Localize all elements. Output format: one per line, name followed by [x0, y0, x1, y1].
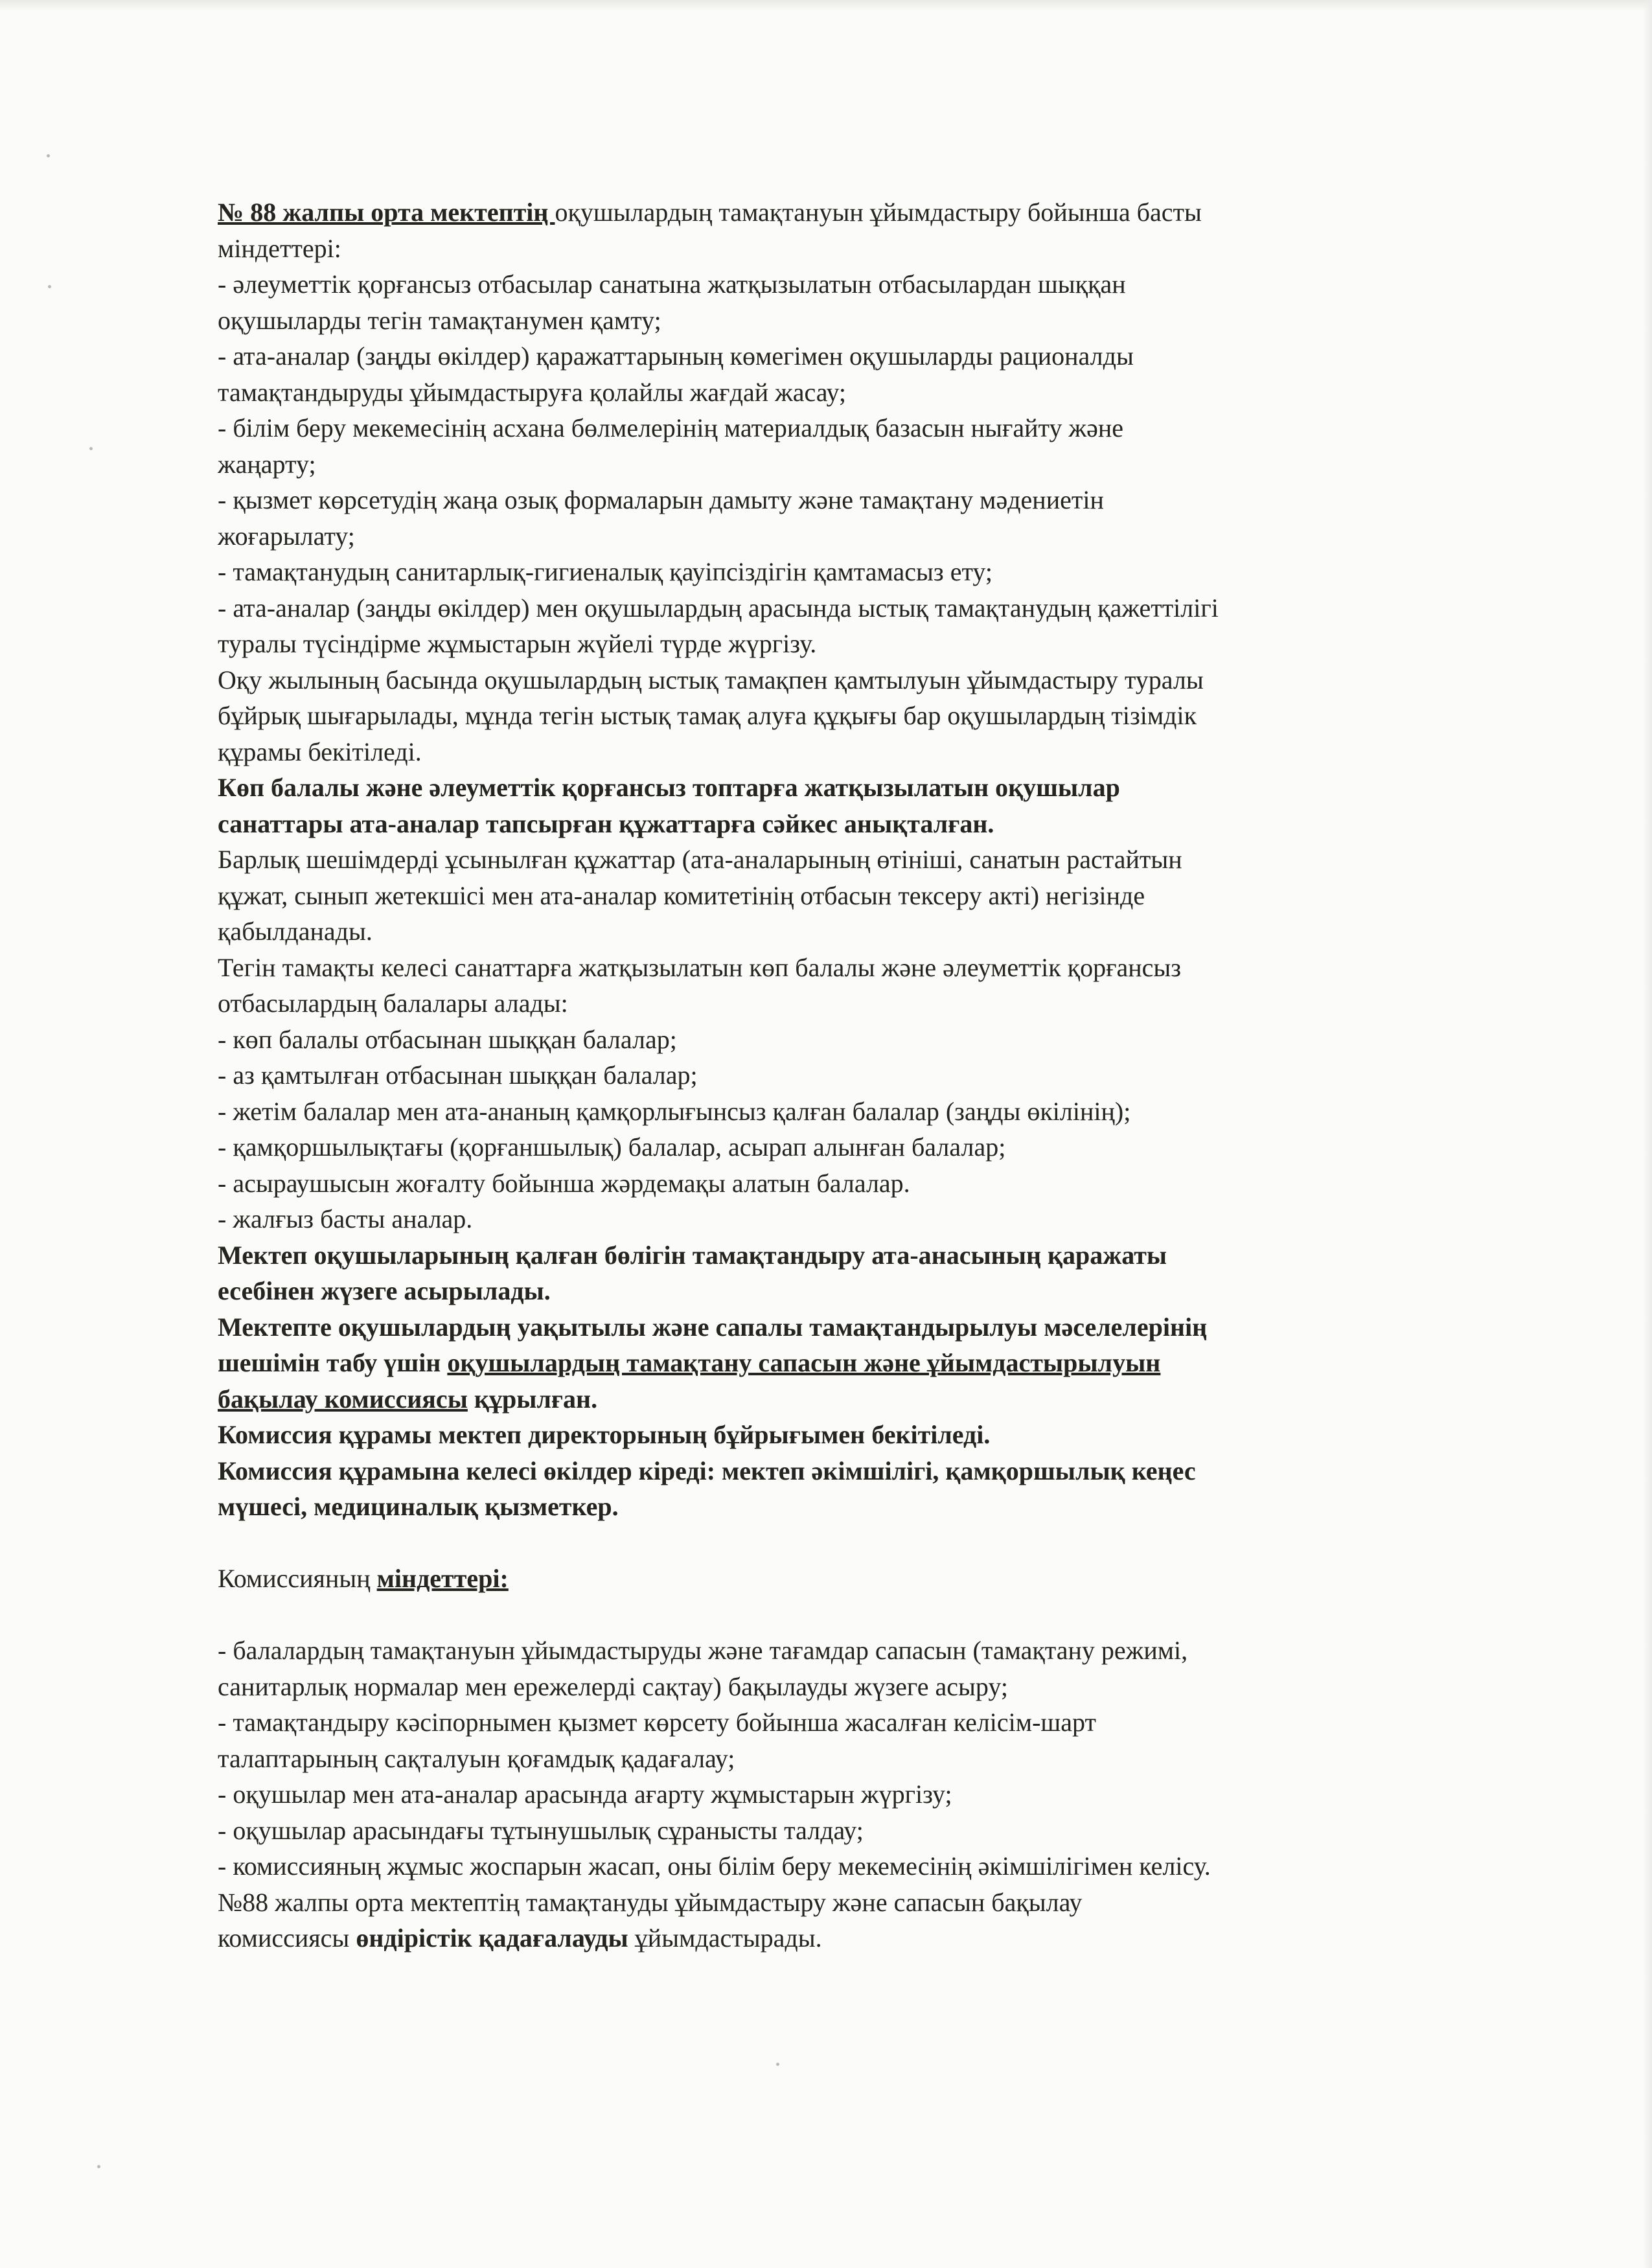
- text-line: - білім беру мекемесінің асхана бөлмелерінің материалдық базасын нығайту және: [218, 413, 1124, 442]
- commission-name-underlined: оқушылардың тамақтану сапасын және ұйымдастырылуын: [447, 1348, 1161, 1377]
- intro-block: [218, 231, 1487, 770]
- list-item: - көп балалы отбасынан шыққан балалар;: [218, 1024, 677, 1054]
- list-item: санитарлық нормалар мен ережелерді сақтау) бақылауды жүзеге асыру;: [218, 1671, 1008, 1701]
- list-item: - балалардың тамақтануын ұйымдастыруды және тағамдар сапасын (тамақтану режимі,: [218, 1636, 1188, 1665]
- text-line: - тамақтанудың санитарлық-гигиеналық қауіпсіздігін қамтамасыз ету;: [218, 557, 993, 586]
- bold-line: санаттары ата-аналар тапсырған құжаттарға сәйкес анықталған.: [218, 808, 994, 838]
- text-line: Тегін тамақты келесі санаттарға жатқызылатын көп балалы және әлеуметтік қорғансыз: [218, 952, 1182, 982]
- bold-line: Мектеп оқушыларының қалған бөлігін тамақтандыру ата-анасының қаражаты: [218, 1240, 1167, 1270]
- list-item: - жалғыз басты аналар.: [218, 1204, 473, 1233]
- scan-speck: [48, 285, 51, 288]
- bold-line: Комиссия құрамына келесі өкілдер кіреді: мектеп әкімшілігі, қамқоршылық кеңес: [218, 1456, 1196, 1485]
- text-line: Оқу жылының басында оқушылардың ыстық тамақпен қамтылуын ұйымдастыру туралы: [218, 665, 1204, 694]
- list-item: - комиссияның жұмыс жоспарын жасап, оны білім беру мекемесінің әкімшілігімен келісу.: [218, 1851, 1211, 1881]
- scan-speck: [47, 154, 50, 157]
- text-line: - әлеуметтік қорғансыз отбасылар санатына жатқызылатын отбасылардан шыққан: [218, 269, 1126, 299]
- bold-line: мүшесі, медициналық қызметкер.: [218, 1492, 619, 1521]
- bold-line: Көп балалы және әлеуметтік қорғансыз топтарға жатқызылатын оқушылар: [218, 773, 1120, 802]
- tasks-list: [218, 1632, 1487, 1884]
- closing-bold-text: өндірістік қадағалауды: [356, 1923, 628, 1953]
- text-line: оқушыларды тегін тамақтанумен қамту;: [218, 305, 661, 335]
- bold-text: құрылған.: [467, 1384, 598, 1414]
- parents-funding-block: [218, 1237, 1487, 1309]
- text-line: тамақтандыруды ұйымдастыруға қолайлы жағдай жасау;: [218, 377, 847, 407]
- closing-text: ұйымдастырады.: [628, 1923, 822, 1953]
- commission-composition-block: [218, 1417, 1487, 1525]
- list-item: - жетім балалар мен ата-ананың қамқорлығынсыз қалған балалар (заңды өкілінің);: [218, 1096, 1131, 1126]
- categories-bold-block: [218, 770, 1487, 842]
- text-line: - ата-аналар (заңды өкілдер) мен оқушылардың арасында ыстық тамақтанудың қажеттілігі: [218, 593, 1219, 623]
- closing-block: [218, 1884, 1487, 1956]
- bold-line: Комиссия құрамы мектеп директорының бұйрығымен бекітіледі.: [218, 1420, 991, 1449]
- bold-line: есебінен жүзеге асырылады.: [218, 1276, 551, 1305]
- list-item: - қамқоршылықтағы (қорғаншылық) балалар, асырап алынған балалар;: [218, 1132, 1006, 1162]
- bold-line: Мектепте оқушылардың уақытылы және сапалы тамақтандырылуы мәселелерінің: [218, 1312, 1208, 1342]
- list-item: - оқушылар арасындағы тұтынушылық сұранысты талдау;: [218, 1815, 864, 1845]
- scan-speck: [89, 447, 93, 450]
- document-title-line: [218, 194, 1487, 231]
- text-line: туралы түсіндірме жұмыстарын жүйелі түрде жүргізу.: [218, 629, 817, 658]
- spacer: [218, 1525, 1487, 1561]
- scan-speck: [776, 2063, 779, 2066]
- scan-edge-right: [1643, 0, 1652, 2268]
- commission-created-block: [218, 1309, 1487, 1417]
- school-label: № 88 жалпы орта мектептің: [218, 198, 555, 227]
- list-item: талаптарының сақталуын қоғамдық қадағалау;: [218, 1743, 735, 1773]
- bold-text: шешімін табу үшін: [218, 1348, 448, 1377]
- text-line: жаңарту;: [218, 449, 316, 479]
- text-line: - ата-аналар (заңды өкілдер) қаражаттарының көмегімен оқушыларды рационалды: [218, 341, 1134, 371]
- tasks-heading-prefix: Комиссияның: [218, 1564, 377, 1593]
- text-line: - қызмет көрсетудің жаңа озық формаларын дамыту және тамақтану мәдениетін: [218, 485, 1104, 514]
- text-line: [218, 1920, 1487, 1956]
- text-line: қабылданады.: [218, 917, 373, 946]
- tasks-heading-underlined: міндеттері:: [376, 1564, 509, 1593]
- text-line: құрамы бекітіледі.: [218, 737, 422, 766]
- tasks-heading: [218, 1561, 1487, 1597]
- commission-name-underlined: бақылау комиссиясы: [218, 1384, 468, 1414]
- bold-line: [218, 1345, 1487, 1381]
- scan-edge-top: [0, 0, 1652, 12]
- spacer: [218, 1597, 1487, 1633]
- text-line: Барлық шешімдерді ұсынылған құжаттар (ата-аналарының өтініші, санатын растайтын: [218, 845, 1182, 874]
- decisions-block: [218, 842, 1487, 1237]
- text-line: құжат, сынып жетекшісі мен ата-аналар комитетінің отбасын тексеру акті) негізінде: [218, 880, 1145, 910]
- text-line: бұйрық шығарылады, мұнда тегін ыстық тамақ алуға құқығы бар оқушылардың тізімдік: [218, 701, 1197, 730]
- list-item: - асыраушысын жоғалту бойынша жәрдемақы алатын балалар.: [218, 1168, 910, 1198]
- text-line: №88 жалпы орта мектептің тамақтануды ұйымдастыру және сапасын бақылау: [218, 1887, 1083, 1917]
- title-rest: оқушылардың тамақтануын ұйымдастыру бойынша басты: [555, 198, 1202, 227]
- list-item: - тамақтандыру кәсіпорнымен қызмет көрсету бойынша жасалған келісім-шарт: [218, 1708, 1096, 1737]
- bold-line: [218, 1381, 1487, 1417]
- list-item: - аз қамтылған отбасынан шыққан балалар;: [218, 1060, 698, 1090]
- text-line: міндеттері:: [218, 233, 341, 263]
- closing-text: комиссиясы: [218, 1923, 356, 1953]
- list-item: - оқушылар мен ата-аналар арасында ағарту жұмыстарын жүргізу;: [218, 1780, 952, 1809]
- scan-speck: [97, 2165, 100, 2168]
- text-line: жоғарылату;: [218, 521, 355, 551]
- document-page: [218, 194, 1487, 1956]
- text-line: отбасылардың балалары алады:: [218, 989, 568, 1018]
